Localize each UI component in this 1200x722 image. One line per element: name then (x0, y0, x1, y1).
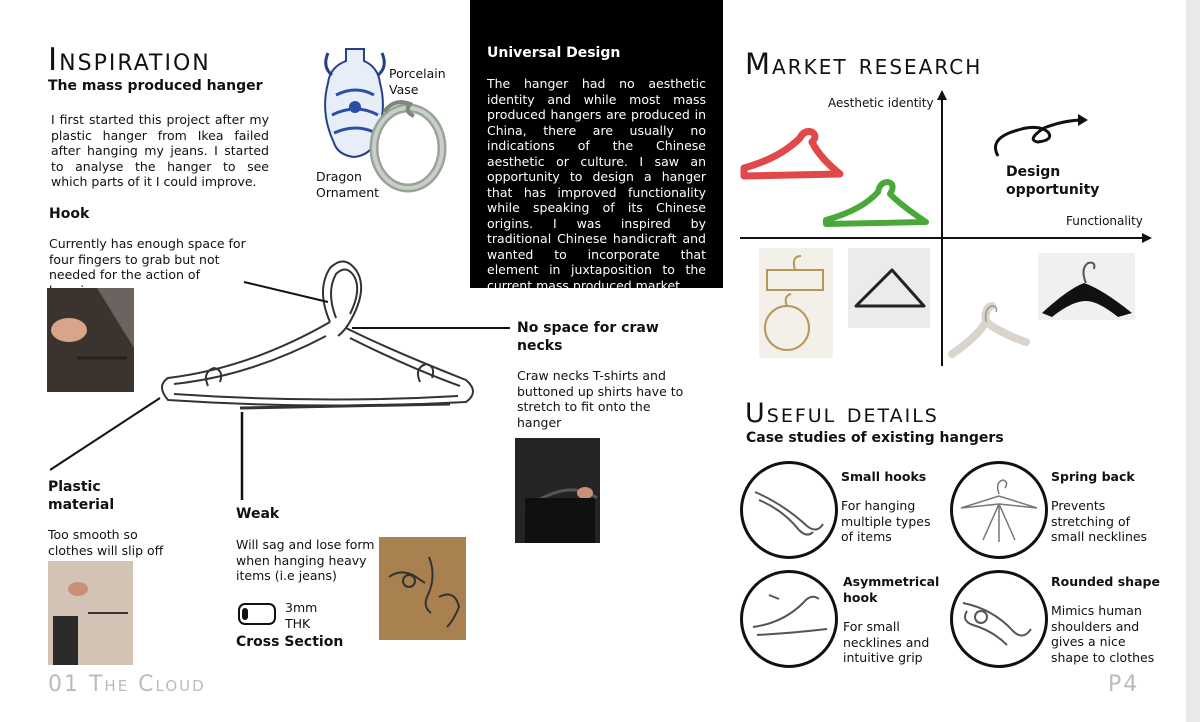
small-hooks-circle (740, 461, 838, 559)
useful-details-subtitle: Case studies of existing hangers (746, 430, 1004, 446)
hook-text: Currently has enough space for four fingers to grab but not needed for the action of (49, 236, 246, 282)
asymmetrical-hook-title: Asymmetrical hook (843, 574, 940, 605)
cross-section-icon (236, 600, 280, 628)
black-suit-hanger-photo (1038, 253, 1135, 320)
inspiration-title: Inspiration (48, 42, 211, 78)
spring-back-circle (950, 461, 1048, 559)
plastic-title: Plastic material (48, 479, 115, 513)
rounded-shape-text: Mimics human shoulders and gives a nice shape to clothes (1051, 603, 1155, 665)
rounded-shape-circle (950, 570, 1048, 668)
right-edge-strip (1186, 0, 1200, 722)
weak-text: Will sag and lose form when hanging heavy items (i.e jeans) (236, 537, 375, 583)
ornament-label: Dragon Ornament (316, 169, 380, 200)
small-hooks-title: Small hooks (841, 469, 927, 484)
useful-details-title: Useful details (745, 398, 939, 429)
clothes-slipping-photo (48, 561, 133, 665)
weak-title: Weak (236, 506, 280, 522)
no-space-title: No space for craw necks (517, 320, 659, 354)
design-opportunity-label: Design opportunity (1006, 164, 1100, 198)
y-axis-label: Aesthetic identity (828, 96, 934, 110)
footer-page-number: P4 (1108, 672, 1140, 697)
hook-title: Hook (49, 206, 90, 222)
small-hooks-text: For hanging multiple types of items (841, 498, 931, 544)
spring-back-text: Prevents stretching of small necklines (1051, 498, 1148, 544)
market-research-title: Market research (745, 47, 983, 81)
cross-section-label: Cross Section (236, 634, 344, 650)
no-space-text: Craw necks T-shirts and buttoned up shirts have to stretch to fit onto the hanger (517, 368, 684, 430)
spring-back-title: Spring back (1051, 469, 1135, 484)
gold-wire-hanger-photo (759, 248, 833, 358)
universal-design-title: Universal Design (487, 45, 621, 61)
vase-label: Porcelain Vase (389, 66, 446, 97)
footer-project-name: 01 The Cloud (48, 672, 206, 697)
plastic-text: Too smooth so clothes will slip off (48, 527, 164, 558)
asymmetrical-hook-text: For small necklines and intuitive grip (843, 619, 930, 665)
wire-hooks-photo (379, 537, 466, 640)
rounded-shape-title: Rounded shape (1051, 574, 1160, 589)
shirt-on-hanger-photo (515, 438, 600, 543)
asymmetrical-hook-circle (740, 570, 838, 668)
inspiration-subtitle: The mass produced hanger (48, 78, 263, 94)
inspiration-intro: I first started this project after my plastic hanger from Ikea failed after hanging my jeans. I started to analyse the hanger to see which parts of it I could improve. (51, 112, 269, 189)
red-hanger-image (740, 128, 844, 182)
white-wood-hanger-image (946, 298, 1030, 362)
triangle-hanger-photo (848, 248, 930, 328)
cross-section-thickness: 3mm THK (285, 600, 318, 631)
universal-design-text: The hanger had no aesthetic identity and while most mass produced hangers are produced in China, there are usually no indications of the Chinese aesthetic or culture. I saw an opportunity to design a hanger that has improved functionality while speaking of its Chinese origins. I was inspired by traditional Chinese handicraft and wanted to incorporate that element in juxtaposition to the current mass produced market. (487, 76, 706, 293)
green-hanger-image (822, 176, 930, 228)
x-axis-label: Functionality (1066, 214, 1143, 228)
